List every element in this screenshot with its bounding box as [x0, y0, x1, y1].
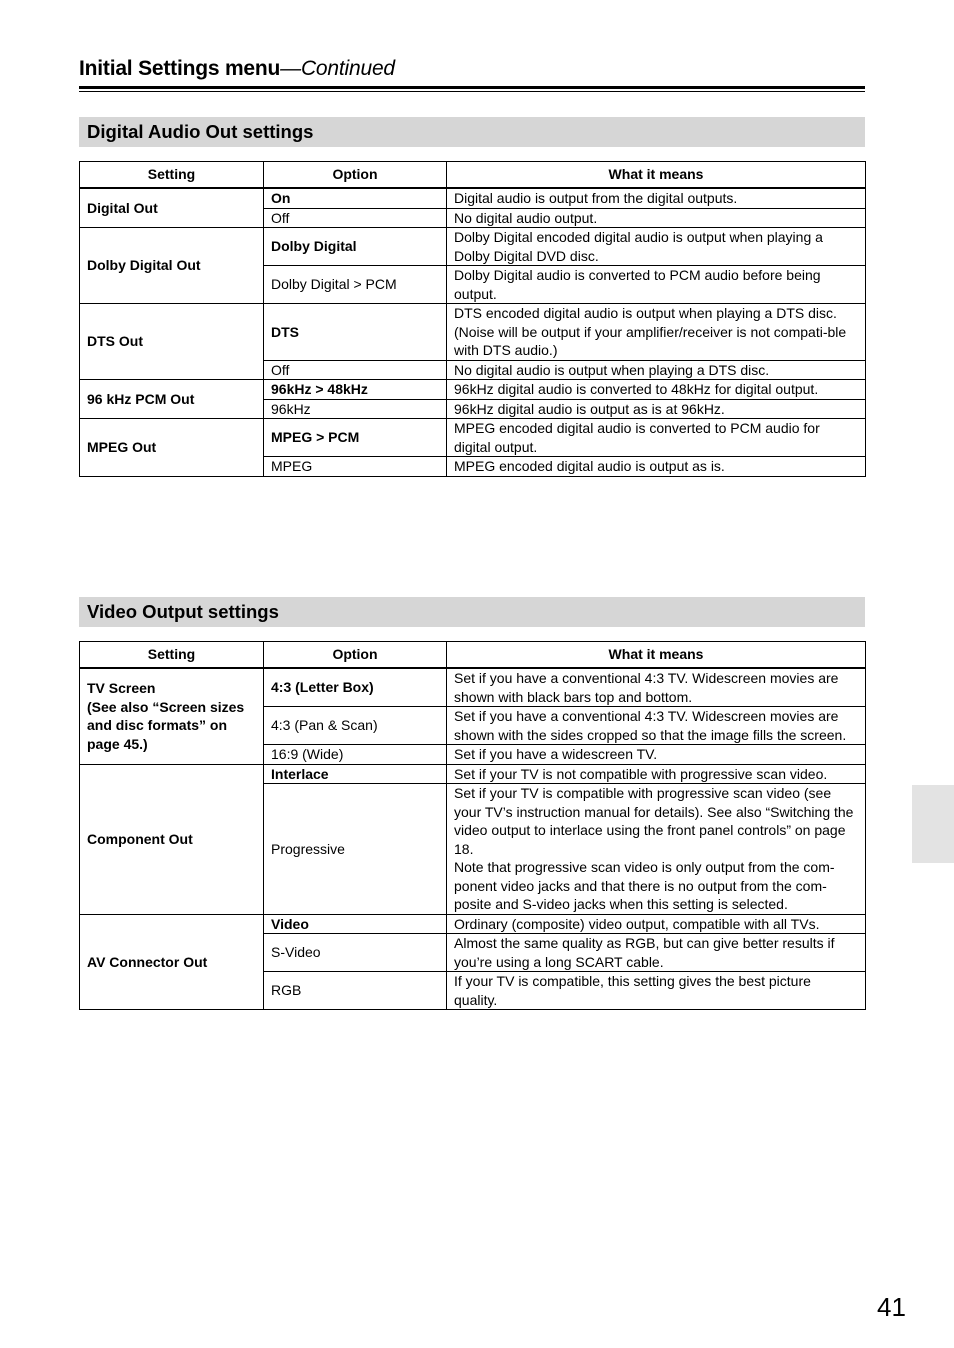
digital-audio-heading: Digital Audio Out settings [87, 121, 314, 142]
meaning-text: MPEG encoded digital audio is output as is. [454, 458, 725, 474]
option-meaning [447, 934, 866, 972]
page-title-text: Initial Settings menu [79, 57, 281, 80]
table-row [80, 188, 866, 208]
option-default: DTS [264, 304, 447, 361]
meaning-text: Set if you have a widescreen TV. [454, 746, 658, 762]
option: Dolby Digital > PCM [264, 266, 447, 304]
meaning-text: Dolby Digital audio is converted to PCM audio before being output. [454, 267, 821, 302]
header-rule-thin [79, 91, 865, 92]
option: 16:9 (Wide) [264, 745, 447, 765]
option: RGB [264, 972, 447, 1010]
setting-name [80, 668, 264, 764]
column-header-setting: Setting [80, 642, 264, 669]
meaning-text: Almost the same quality as RGB, but can give better results if you’re using a long SCART cable. [454, 935, 835, 970]
option-meaning [447, 668, 866, 707]
option-default: On [264, 188, 447, 208]
table-row [80, 764, 866, 784]
header-rule-thick [79, 86, 865, 89]
setting-name [80, 188, 264, 228]
table-row [80, 228, 866, 266]
option-meaning [447, 208, 866, 228]
setting-name [80, 419, 264, 477]
video-output-heading: Video Output settings [87, 601, 279, 622]
option-default: Video [264, 914, 447, 934]
table-header-row [80, 642, 866, 669]
option-meaning [447, 360, 866, 380]
option: Progressive [264, 784, 447, 915]
meaning-text: Set if you have a conventional 4:3 TV. Widescreen movies are shown with the sides cropped so that the image fills the screen. [454, 708, 847, 743]
option-meaning [447, 304, 866, 361]
option: 4:3 (Pan & Scan) [264, 707, 447, 745]
column-header-option: Option [264, 162, 447, 189]
option-meaning [447, 764, 866, 784]
setting-label: Component Out [87, 830, 193, 847]
meaning-text: No digital audio is output when playing a DTS disc. [454, 361, 770, 378]
option-meaning [447, 972, 866, 1010]
page-title [79, 56, 865, 82]
meaning-text: DTS encoded digital audio is output when playing a DTS disc. (Noise will be output if your amplifier/receiver is not compati-ble with DTS audio.) [454, 305, 847, 358]
column-header-setting: Setting [80, 162, 264, 189]
setting-label: Dolby Digital Out [87, 257, 201, 274]
option-meaning [447, 399, 866, 419]
option: MPEG [264, 457, 447, 477]
digital-audio-rows [80, 188, 866, 476]
setting-note: (See also “Screen sizes and disc formats” on page 45.) [87, 698, 245, 752]
setting-name [80, 380, 264, 419]
meaning-text: If your TV is compatible, this setting gives the best picture quality. [454, 973, 811, 1008]
option-meaning [447, 228, 866, 266]
column-header-meaning: What it means [447, 642, 866, 669]
meaning-text: Digital audio is output from the digital outputs. [454, 190, 738, 206]
meaning-text: No digital audio output. [454, 209, 598, 226]
setting-label: MPEG Out [87, 439, 157, 455]
setting-label: 96 kHz PCM Out [87, 390, 195, 407]
option-meaning [447, 707, 866, 745]
table-row [80, 668, 866, 707]
option-meaning [447, 914, 866, 934]
option: 96kHz [264, 399, 447, 419]
meaning-note: Note that progressive scan video is only output from the com-ponent video jacks and that there is no output from the com-posite and S-video jacks when this setting is selected. [454, 859, 835, 912]
table-row [80, 380, 866, 400]
option-meaning [447, 266, 866, 304]
digital-audio-table [79, 161, 866, 477]
option-meaning [447, 188, 866, 208]
option: Off [264, 360, 447, 380]
meaning-text: Set if your TV is not compatible with progressive scan video. [454, 765, 828, 782]
meaning-text: 96kHz digital audio is converted to 48kHz for digital output. [454, 381, 819, 397]
option-default: Interlace [264, 764, 447, 784]
setting-name [80, 914, 264, 1010]
setting-label: TV Screen [87, 680, 156, 697]
table-row [80, 914, 866, 934]
option: Off [264, 208, 447, 228]
option-meaning [447, 419, 866, 457]
side-tab [912, 785, 954, 863]
setting-name [80, 764, 264, 914]
setting-label: AV Connector Out [87, 953, 208, 970]
option-meaning [447, 784, 866, 915]
video-output-rows [80, 668, 866, 1010]
setting-label: Digital Out [87, 199, 158, 216]
meaning-text: Dolby Digital encoded digital audio is output when playing a Dolby Digital DVD disc. [454, 229, 823, 264]
table-row [80, 419, 866, 457]
option-meaning [447, 745, 866, 765]
meaning-text: Ordinary (composite) video output, compatible with all TVs. [454, 915, 820, 932]
meaning-text: Set if you have a conventional 4:3 TV. Widescreen movies are shown with black bars top and bottom. [454, 670, 839, 705]
column-header-option: Option [264, 642, 447, 669]
option-default: Dolby Digital [264, 228, 447, 266]
continued-label: —Continued [280, 57, 395, 80]
option-meaning [447, 457, 866, 477]
setting-name [80, 304, 264, 380]
page-header [79, 56, 865, 82]
table-row [80, 304, 866, 361]
meaning-text: Set if your TV is compatible with progressive scan video (see your TV’s instruction manual for details). See also “Switching the video output to interlace using the front panel controls” on page 18. [454, 785, 854, 857]
meaning-text: 96kHz digital audio is output as is at 96kHz. [454, 400, 725, 417]
digital-audio-heading-bar [79, 117, 865, 147]
video-output-table [79, 641, 866, 1010]
setting-label: DTS Out [87, 333, 143, 350]
column-header-meaning: What it means [447, 162, 866, 189]
option-default: MPEG > PCM [264, 419, 447, 457]
table-header-row [80, 162, 866, 189]
option-default: 96kHz > 48kHz [264, 380, 447, 400]
video-output-heading-bar [79, 597, 865, 627]
meaning-text: MPEG encoded digital audio is converted to PCM audio for digital output. [454, 420, 820, 455]
setting-name [80, 228, 264, 304]
option-meaning [447, 380, 866, 400]
page-number: 41 [877, 1292, 906, 1322]
option: S-Video [264, 934, 447, 972]
option-default: 4:3 (Letter Box) [264, 668, 447, 707]
